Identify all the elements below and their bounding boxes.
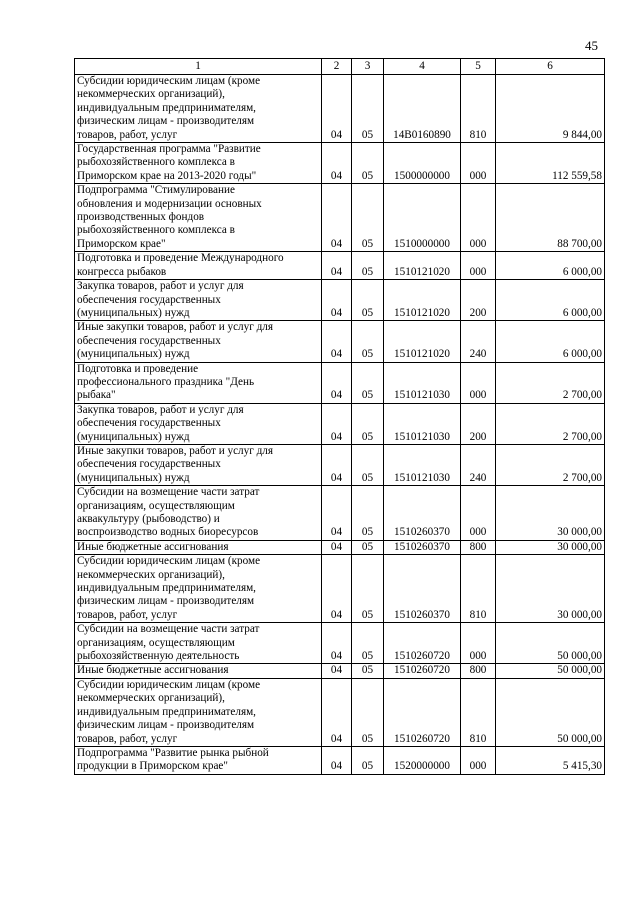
row-target-code-cell: 1520000000 — [384, 746, 461, 774]
row-expense-type-cell: 000 — [461, 252, 496, 280]
row-name-cell: Подготовка и проведение профессионального праздника "День рыбака" — [75, 362, 322, 403]
row-target-code-cell: 14B0160890 — [384, 75, 461, 143]
row-name-cell: Закупка товаров, работ и услуг для обеспечения государственных (муниципальных) нужд — [75, 280, 322, 321]
row-amount-cell: 30 000,00 — [496, 540, 605, 554]
row-subsection-cell: 05 — [352, 280, 384, 321]
row-section-cell: 04 — [322, 678, 352, 746]
row-section-cell: 04 — [322, 746, 352, 774]
row-section-cell: 04 — [322, 486, 352, 541]
table-body — [75, 75, 605, 775]
table-row — [75, 403, 605, 444]
row-name-cell: Закупка товаров, работ и услуг для обеспечения государственных (муниципальных) нужд — [75, 403, 322, 444]
row-name-cell: Иные закупки товаров, работ и услуг для обеспечения государственных (муниципальных) нужд — [75, 444, 322, 485]
row-subsection-cell: 05 — [352, 184, 384, 252]
table-row — [75, 143, 605, 184]
row-name-cell: Субсидии на возмещение части затрат организациям, осуществляющим рыбохозяйственную деятельность — [75, 623, 322, 664]
row-target-code-cell: 1510121020 — [384, 252, 461, 280]
table-row — [75, 623, 605, 664]
table-row — [75, 444, 605, 485]
header-col-1: 1 — [75, 59, 322, 75]
row-name-cell: Субсидии на возмещение части затрат организациям, осуществляющим аквакультуру (рыбоводство) и воспроизводство водных биоресурсов — [75, 486, 322, 541]
table-row — [75, 678, 605, 746]
row-subsection-cell: 05 — [352, 678, 384, 746]
table-row — [75, 664, 605, 678]
row-subsection-cell: 05 — [352, 486, 384, 541]
row-target-code-cell: 1510260720 — [384, 623, 461, 664]
row-expense-type-cell: 800 — [461, 664, 496, 678]
row-expense-type-cell: 240 — [461, 444, 496, 485]
row-section-cell: 04 — [322, 623, 352, 664]
row-target-code-cell: 1510121030 — [384, 444, 461, 485]
table-row — [75, 280, 605, 321]
row-amount-cell: 30 000,00 — [496, 486, 605, 541]
row-expense-type-cell: 200 — [461, 280, 496, 321]
budget-table — [74, 58, 605, 775]
row-section-cell: 04 — [322, 184, 352, 252]
row-subsection-cell: 05 — [352, 555, 384, 623]
header-col-5: 5 — [461, 59, 496, 75]
table-row — [75, 362, 605, 403]
row-target-code-cell: 1510121020 — [384, 321, 461, 362]
row-name-cell: Государственная программа "Развитие рыбохозяйственного комплекса в Приморском крае на 2013-2020 годы" — [75, 143, 322, 184]
row-subsection-cell: 05 — [352, 403, 384, 444]
row-target-code-cell: 1510121020 — [384, 280, 461, 321]
table-header — [75, 59, 605, 75]
table-row — [75, 540, 605, 554]
row-amount-cell: 6 000,00 — [496, 321, 605, 362]
row-section-cell: 04 — [322, 444, 352, 485]
row-expense-type-cell: 240 — [461, 321, 496, 362]
row-expense-type-cell: 000 — [461, 184, 496, 252]
row-expense-type-cell: 810 — [461, 555, 496, 623]
row-subsection-cell: 05 — [352, 540, 384, 554]
row-name-cell: Подпрограмма "Развитие рынка рыбной продукции в Приморском крае" — [75, 746, 322, 774]
row-name-cell: Иные закупки товаров, работ и услуг для обеспечения государственных (муниципальных) нужд — [75, 321, 322, 362]
row-target-code-cell: 1510121030 — [384, 362, 461, 403]
row-expense-type-cell: 810 — [461, 75, 496, 143]
row-section-cell: 04 — [322, 280, 352, 321]
row-section-cell: 04 — [322, 403, 352, 444]
row-amount-cell: 6 000,00 — [496, 280, 605, 321]
row-amount-cell: 88 700,00 — [496, 184, 605, 252]
row-amount-cell: 50 000,00 — [496, 623, 605, 664]
row-target-code-cell: 1510260370 — [384, 555, 461, 623]
row-section-cell: 04 — [322, 252, 352, 280]
row-subsection-cell: 05 — [352, 252, 384, 280]
table-row — [75, 321, 605, 362]
row-amount-cell: 112 559,58 — [496, 143, 605, 184]
table-row — [75, 252, 605, 280]
row-name-cell: Иные бюджетные ассигнования — [75, 664, 322, 678]
row-section-cell: 04 — [322, 664, 352, 678]
row-expense-type-cell: 800 — [461, 540, 496, 554]
row-section-cell: 04 — [322, 143, 352, 184]
row-amount-cell: 2 700,00 — [496, 444, 605, 485]
header-col-4: 4 — [384, 59, 461, 75]
row-name-cell: Субсидии юридическим лицам (кроме некоммерческих организаций), индивидуальным предпринимателям, физическим лицам - производителям товаров, работ, услуг — [75, 75, 322, 143]
table-row — [75, 75, 605, 143]
row-section-cell: 04 — [322, 540, 352, 554]
row-target-code-cell: 1510260720 — [384, 664, 461, 678]
table-row — [75, 486, 605, 541]
row-amount-cell: 2 700,00 — [496, 362, 605, 403]
row-amount-cell: 2 700,00 — [496, 403, 605, 444]
row-subsection-cell: 05 — [352, 362, 384, 403]
row-target-code-cell: 1500000000 — [384, 143, 461, 184]
row-name-cell: Иные бюджетные ассигнования — [75, 540, 322, 554]
row-section-cell: 04 — [322, 362, 352, 403]
row-name-cell: Подпрограмма "Стимулирование обновления и модернизации основных производственных фондов рыбохозяйственного комплекса в Приморском крае" — [75, 184, 322, 252]
row-section-cell: 04 — [322, 321, 352, 362]
row-subsection-cell: 05 — [352, 623, 384, 664]
row-name-cell: Подготовка и проведение Международного конгресса рыбаков — [75, 252, 322, 280]
row-subsection-cell: 05 — [352, 444, 384, 485]
row-expense-type-cell: 200 — [461, 403, 496, 444]
row-target-code-cell: 1510260370 — [384, 540, 461, 554]
header-row — [75, 59, 605, 75]
row-expense-type-cell: 000 — [461, 362, 496, 403]
row-amount-cell: 6 000,00 — [496, 252, 605, 280]
row-subsection-cell: 05 — [352, 746, 384, 774]
header-col-6: 6 — [496, 59, 605, 75]
row-amount-cell: 5 415,30 — [496, 746, 605, 774]
row-amount-cell: 9 844,00 — [496, 75, 605, 143]
row-section-cell: 04 — [322, 555, 352, 623]
row-subsection-cell: 05 — [352, 75, 384, 143]
row-section-cell: 04 — [322, 75, 352, 143]
row-expense-type-cell: 000 — [461, 486, 496, 541]
header-col-3: 3 — [352, 59, 384, 75]
row-expense-type-cell: 810 — [461, 678, 496, 746]
row-subsection-cell: 05 — [352, 143, 384, 184]
table-row — [75, 555, 605, 623]
row-expense-type-cell: 000 — [461, 746, 496, 774]
row-target-code-cell: 1510260720 — [384, 678, 461, 746]
page-number: 45 — [585, 38, 598, 53]
row-subsection-cell: 05 — [352, 664, 384, 678]
row-name-cell: Субсидии юридическим лицам (кроме некоммерческих организаций), индивидуальным предпринимателям, физическим лицам - производителям товаров, работ, услуг — [75, 555, 322, 623]
row-amount-cell: 30 000,00 — [496, 555, 605, 623]
row-subsection-cell: 05 — [352, 321, 384, 362]
row-amount-cell: 50 000,00 — [496, 678, 605, 746]
row-expense-type-cell: 000 — [461, 143, 496, 184]
row-expense-type-cell: 000 — [461, 623, 496, 664]
row-target-code-cell: 1510000000 — [384, 184, 461, 252]
table-row — [75, 746, 605, 774]
header-col-2: 2 — [322, 59, 352, 75]
row-target-code-cell: 1510260370 — [384, 486, 461, 541]
table-row — [75, 184, 605, 252]
row-target-code-cell: 1510121030 — [384, 403, 461, 444]
row-name-cell: Субсидии юридическим лицам (кроме некоммерческих организаций), индивидуальным предпринимателям, физическим лицам - производителям товаров, работ, услуг — [75, 678, 322, 746]
row-amount-cell: 50 000,00 — [496, 664, 605, 678]
